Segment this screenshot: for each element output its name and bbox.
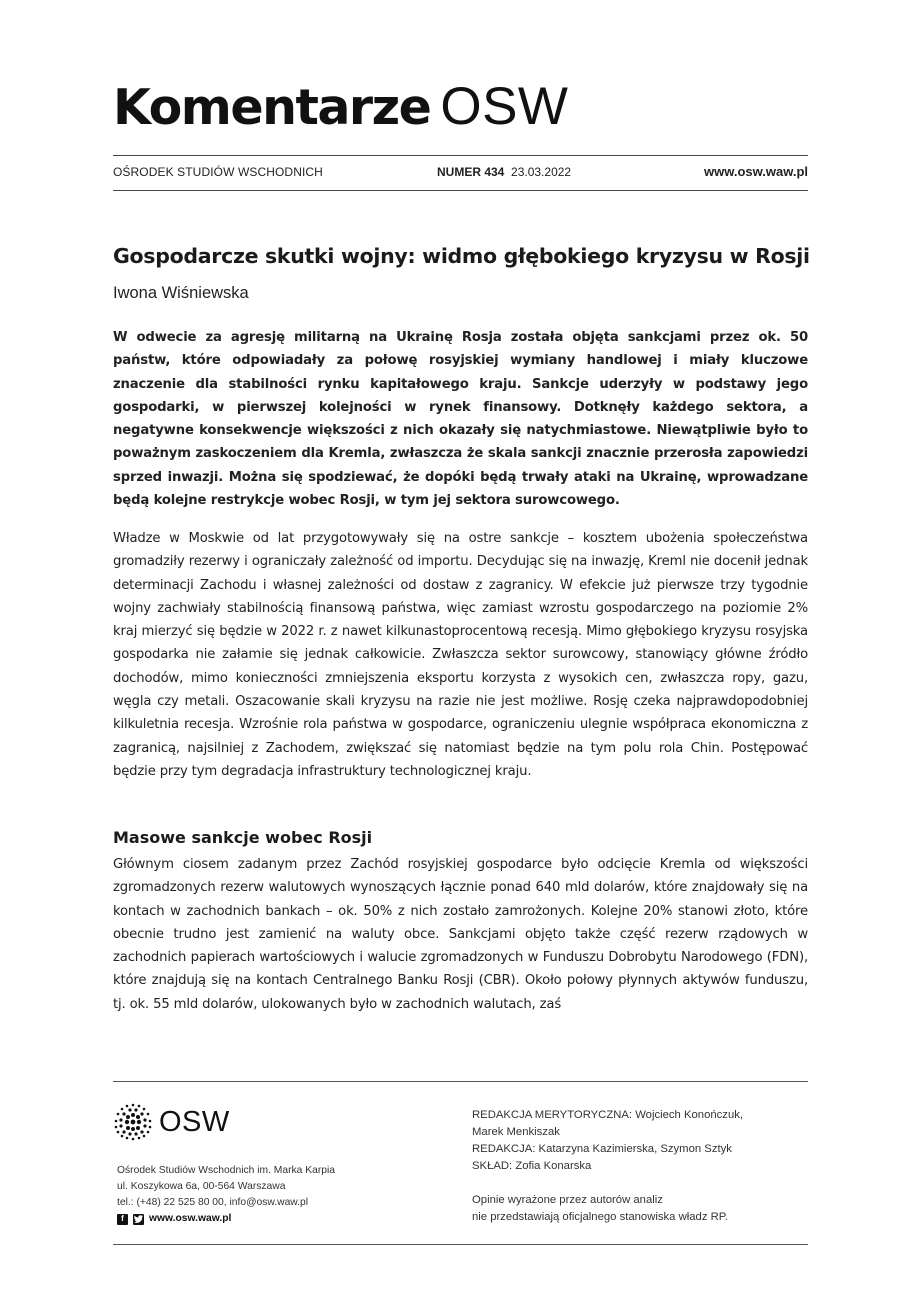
header-bottom-divider [113,190,808,191]
issue-info [437,165,571,179]
editorial-line: REDAKCJA MERYTORYCZNA: Wojciech Konończuk, [472,1109,744,1121]
article-paragraph: Głównym ciosem zadanym przez Zachód rosyjskiej gospodarce było odcięcie Kremla od większości zgromadzonych rezerw walutowych wynoszących łącznie ponad 640 mld dolarów, które znajdowały się na kontach w zachodnich bankach – ok. 50% z nich zostało zamrożonych. Kolejne 20% stanowi złoto, które obecnie trudno jest zamienić na waluty obce. Sankcjami objęto także część rezerw rządowych w zachodnich papierach wartościowych i walucie zgromadzonych w Funduszu Dobrobytu Narodowego (FDN), które znajdują się na kontach Centralnego Banku Rosji (CBR). Około połowy płynnych aktywów funduszu, tj. ok. 55 mld dolarów, ulokowanych było w zachodnich walutach, zaś [113,857,808,1012]
editorial-line: SKŁAD: Zofia Konarska [472,1160,592,1172]
publisher-name: OŚRODEK STUDIÓW WSCHODNICH [113,165,323,179]
disclaimer [472,1192,743,1226]
disclaimer-line: Opinie wyrażone przez autorów analiz [472,1194,663,1206]
header-top-divider [113,155,808,156]
footer-top-divider [113,1081,808,1082]
disclaimer-line: nie przedstawiają oficjalnego stanowiska władz RP. [472,1211,728,1223]
article-lead: W odwecie za agresję militarną na Ukrainę Rosja została objęta sankcjami przez ok. 50 państw, które odpowiadały za połowę rosyjskiej wymiany handlowej i miały kluczowe znaczenie dla stabilności rynku kapitałowego kraju. Sankcje uderzyły w podstawy jego gospodarki, w pierwszej kolejności w rynek finansowy. Dotknęły każdego sektora, a negatywne konsekwencje większości z nich okazały się natychmiastowe. Niewątpliwie było to poważnym zaskoczeniem dla Kremla, zwłaszcza że skala sankcji znacznie przerosła zapowiedzi sprzed inwazji. Można się spodziewać, że dopóki będą trwały ataki na Ukrainę, wprowadzane będą kolejne restrykcje wobec Rosji, w tym jej sektora surowcowego. [113,330,808,509]
footer-bottom-divider [113,1244,808,1245]
section-heading: Masowe sankcje wobec Rosji [113,828,373,847]
osw-logo [113,1102,230,1142]
editorial-credits [472,1107,743,1226]
editorial-line: REDAKCJA: Katarzyna Kazimierska, Szymon Sztyk [472,1143,732,1155]
osw-globe-icon [113,1102,153,1142]
logo-text: OSW [159,1105,230,1138]
address-line: tel.: (+48) 22 525 80 00, info@osw.waw.pl [117,1197,309,1208]
facebook-icon[interactable]: f [117,1214,128,1225]
address-line: ul. Koszykowa 6a, 00-564 Warszawa [117,1181,286,1192]
masthead [113,77,569,136]
footer-website-row [117,1211,335,1227]
masthead-title-bold: Komentarze [113,79,431,136]
footer-website-link[interactable]: www.osw.waw.pl [149,1213,232,1224]
article-title: Gospodarcze skutki wojny: widmo głębokiego kryzysu w Rosji [113,244,810,268]
footer-address [117,1163,335,1227]
masthead-title-light: OSW [440,77,569,136]
article-paragraph: Władze w Moskwie od lat przygotowywały się na ostre sankcje – kosztem ubożenia społeczeństwa gromadziły rezerwy i ograniczały zależność od importu. Decydując się na inwazję, Kreml nie docenił jednak determinacji Zachodu i własnej zależności od dostaw z zagranicy. W efekcie już pierwsze trzy tygodnie wojny zachwiały stabilnością finansową państwa, więc zamiast wzrostu gospodarczego na poziomie 2% kraj mierzyć się będzie w 2022 r. z nawet kilkunastoprocentową recesją. Mimo głębokiego kryzysu rosyjska gospodarka nie załamie się jednak całkowicie. Zwłaszcza sektor surowcowy, stanowiący główne źródło dochodów, mimo konieczności zmniejszenia eksportu korzysta z wysokich cen, zwłaszcza ropy, gazu, węgla czy metali. Oszacowanie skali kryzysu na razie nie jest możliwe. Rosję czeka najprawdopodobniej kilkuletnia recesja. Wzrośnie rola państwa w gospodarce, ograniczeniu ulegnie współpraca ekonomiczna z zagranicą, najsilniej z Zachodem, zwiększać się natomiast będzie na tym polu rola Chin. Postępować będzie przy tym degradacja infrastruktury technologicznej kraju. [113,531,808,779]
twitter-icon[interactable] [133,1214,144,1225]
issue-number: NUMER 434 [437,165,505,179]
header-website-link[interactable]: www.osw.waw.pl [703,164,808,179]
address-line: Ośrodek Studiów Wschodnich im. Marka Karpia [117,1165,336,1176]
editorial-line: Marek Menkiszak [472,1126,560,1138]
article-author: Iwona Wiśniewska [113,284,249,302]
issue-date: 23.03.2022 [511,165,572,179]
